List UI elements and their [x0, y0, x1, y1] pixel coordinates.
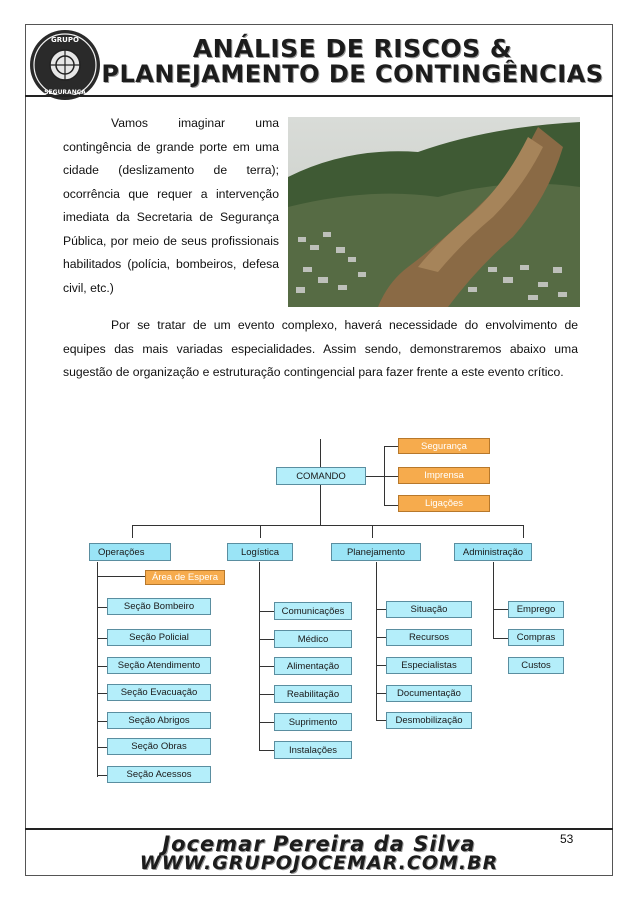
header-divider	[25, 95, 613, 97]
ops-item: Seção Bombeiro	[107, 598, 211, 615]
ops-item: Seção Atendimento	[107, 657, 211, 674]
log-item: Comunicações	[274, 602, 352, 620]
section-planejamento-box: Planejamento	[331, 543, 421, 561]
adm-item: Compras	[508, 629, 564, 646]
author-name: Jocemar Pereira da Silva	[162, 832, 476, 856]
ops-item: Seção Abrigos	[107, 712, 211, 729]
adm-item: Emprego	[508, 601, 564, 618]
ops-item: Seção Evacuação	[107, 684, 211, 701]
svg-text:SEGURANÇA: SEGURANÇA	[44, 89, 86, 96]
section-administracao-box: Administração	[454, 543, 532, 561]
plan-item: Situação	[386, 601, 472, 618]
section-operacoes-box: Operações	[89, 543, 171, 561]
ops-item: Seção Obras	[107, 738, 211, 755]
footer-divider	[25, 828, 613, 830]
log-item: Alimentação	[274, 657, 352, 675]
log-item: Suprimento	[274, 713, 352, 731]
ops-item: Seção Acessos	[107, 766, 211, 783]
log-item: Médico	[274, 630, 352, 648]
area-espera-box: Área de Espera	[145, 570, 225, 585]
adm-item: Custos	[508, 657, 564, 674]
page-title-line1: ANÁLISE DE RISCOS &	[192, 34, 513, 63]
svg-text:GRUPO: GRUPO	[51, 36, 79, 44]
page-number: 53	[560, 832, 574, 846]
plan-item: Especialistas	[386, 657, 472, 674]
staff-seguranca-box: Segurança	[398, 438, 490, 454]
log-item: Reabilitação	[274, 685, 352, 703]
page-title-line2: PLANEJAMENTO DE CONTINGÊNCIAS	[101, 60, 604, 88]
company-logo	[28, 28, 102, 102]
landslide-photo	[288, 117, 580, 307]
plan-item: Desmobilização	[386, 712, 472, 729]
log-item: Instalações	[274, 741, 352, 759]
plan-item: Documentação	[386, 685, 472, 702]
intro-paragraph: Vamos imaginar uma contingência de grande porte em uma cidade (deslizamento de terra); ocorrência que requer a intervenção imediata da Secretaria de Segurança Pública, por meio de seus profissionais habilitados (polícia, bombeiros, defesa civil, etc.)	[63, 116, 279, 295]
context-paragraph: Por se tratar de um evento complexo, haverá necessidade do envolvimento de equipes das mais variadas especialidades. Assim sendo, demonstraremos abaixo uma sugestão de organização e estruturação contingencial para fazer frente a este evento crítico.	[63, 318, 578, 379]
plan-item: Recursos	[386, 629, 472, 646]
ops-item: Seção Policial	[107, 629, 211, 646]
staff-imprensa-box: Imprensa	[398, 467, 490, 484]
website-url: WWW.GRUPOJOCEMAR.COM.BR	[139, 852, 499, 874]
section-logistica-box: Logística	[227, 543, 293, 561]
comando-box: COMANDO	[276, 467, 366, 485]
org-chart	[88, 434, 598, 794]
staff-ligacoes-box: Ligações	[398, 495, 490, 512]
